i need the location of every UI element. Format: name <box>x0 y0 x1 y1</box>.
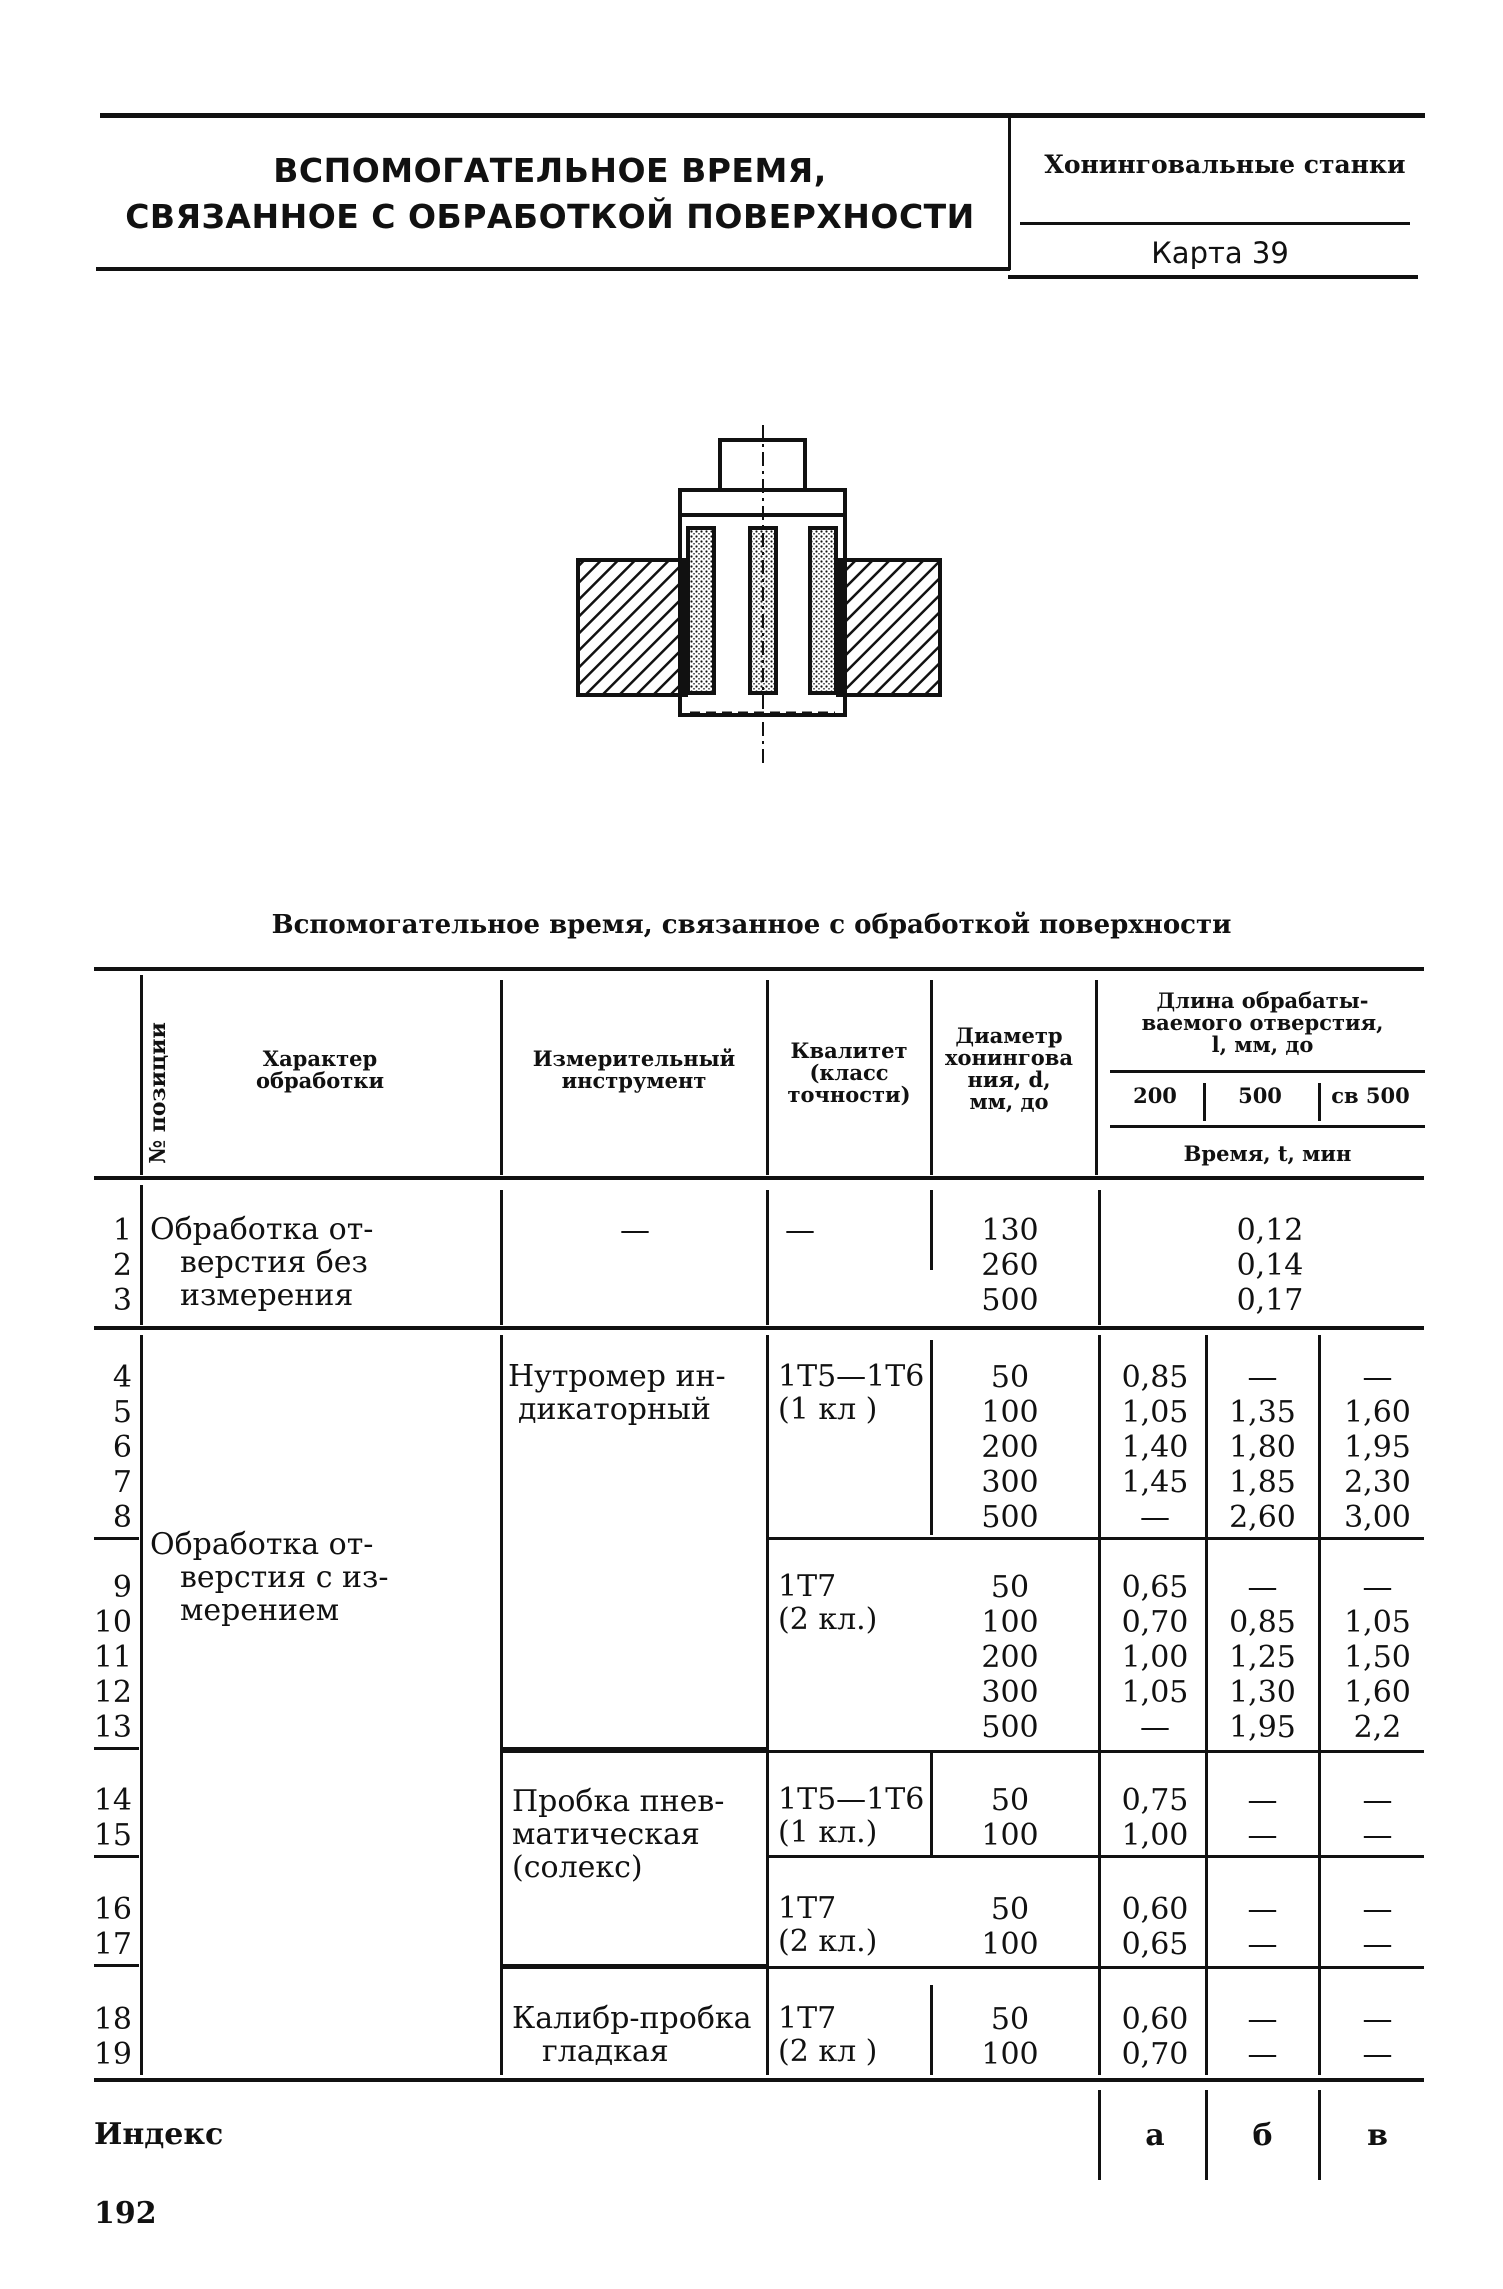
honing-stone-left <box>688 528 714 693</box>
time-a: 1,05 <box>1121 1395 1189 1430</box>
quality-it5-it6-pneumatic: 1Т5—1Т6 (1 кл.) <box>778 1782 925 1850</box>
diam-260: 260 <box>981 1248 1039 1283</box>
time-c: — <box>1362 1360 1393 1395</box>
col-position-header: № позиции <box>145 1022 171 1164</box>
time-c: — <box>1362 1892 1393 1927</box>
pos-2: 2 <box>112 1248 132 1283</box>
pos-18: 18 <box>93 2002 132 2037</box>
time-a: 1,45 <box>1121 1465 1189 1500</box>
pos-5: 5 <box>112 1395 132 1430</box>
col-length-over-500: св 500 <box>1331 1083 1410 1108</box>
diameter-value: 100 <box>981 1927 1039 1962</box>
quality-it7-pneumatic: 1Т7 (2 кл.) <box>778 1891 878 1959</box>
header-divider <box>1008 118 1011 270</box>
col-length-200: 200 <box>1133 1083 1177 1108</box>
time-b: — <box>1247 1783 1278 1818</box>
time-a: 0,75 <box>1121 1783 1189 1818</box>
time-b: — <box>1247 2002 1278 2037</box>
index-c: в <box>1367 2118 1388 2153</box>
diameter-value: 50 <box>990 1892 1030 1927</box>
time-a: 1,00 <box>1121 1818 1189 1853</box>
time-a: — <box>1140 1500 1170 1535</box>
time-b: — <box>1247 1927 1278 1962</box>
diameter-value: 200 <box>981 1640 1039 1675</box>
quality-none: — <box>785 1213 815 1248</box>
diameter-value: 50 <box>990 1783 1030 1818</box>
diameter-value: 50 <box>990 2002 1030 2037</box>
time-c: 2,2 <box>1353 1710 1402 1745</box>
time-a: 1,40 <box>1121 1430 1189 1465</box>
pos-14: 14 <box>93 1783 132 1818</box>
col-length-500: 500 <box>1238 1083 1282 1108</box>
character-with-measure: Обработка от- верстия с из- мерением <box>150 1527 389 1628</box>
quality-it7-plug: 1Т7 (2 кл ) <box>778 2001 878 2069</box>
time-b: — <box>1247 1360 1278 1395</box>
pos-6: 6 <box>112 1430 132 1465</box>
time-a: 0,85 <box>1121 1360 1189 1395</box>
honing-stone-right <box>810 528 836 693</box>
pos-8: 8 <box>112 1500 132 1535</box>
page-number: 192 <box>94 2196 157 2231</box>
time-g1-0: 0,12 <box>1236 1213 1304 1248</box>
time-a: — <box>1140 1710 1170 1745</box>
col-character-header: Характер обработки <box>255 1046 385 1093</box>
time-a: 1,00 <box>1121 1640 1189 1675</box>
pos-17: 17 <box>93 1927 132 1962</box>
pos-12: 12 <box>93 1675 132 1710</box>
diameter-value: 50 <box>990 1570 1030 1605</box>
time-b: 1,30 <box>1229 1675 1296 1710</box>
time-b: 2,60 <box>1229 1500 1296 1535</box>
time-a: 0,70 <box>1121 2037 1189 2072</box>
time-c: — <box>1362 2037 1393 2072</box>
diameter-value: 100 <box>981 1605 1039 1640</box>
instrument-indicator-gauge: Нутромер ин- дикаторный <box>508 1359 726 1427</box>
time-b: — <box>1247 1570 1278 1605</box>
time-b: 1,85 <box>1229 1465 1296 1500</box>
diameter-value: 100 <box>981 2037 1039 2072</box>
diameter-value: 500 <box>981 1500 1039 1535</box>
time-g1-1: 0,14 <box>1236 1248 1304 1283</box>
card-number: Карта 39 <box>1151 236 1289 270</box>
diam-130: 130 <box>981 1213 1039 1248</box>
pos-9: 9 <box>112 1570 132 1605</box>
diameter-value: 500 <box>981 1710 1039 1745</box>
header-bottom-rule-right <box>1008 275 1418 279</box>
pos-1: 1 <box>112 1213 132 1248</box>
pos-4: 4 <box>112 1360 132 1395</box>
time-c: — <box>1362 1927 1393 1962</box>
pos-10: 10 <box>93 1605 132 1640</box>
time-c: 1,50 <box>1344 1640 1411 1675</box>
diameter-value: 200 <box>981 1430 1039 1465</box>
time-b: 0,85 <box>1229 1605 1296 1640</box>
time-a: 0,70 <box>1121 1605 1189 1640</box>
pos-16: 16 <box>93 1892 132 1927</box>
col-length-header: Длина обрабаты- ваемого отверстия, l, мм, до <box>1141 988 1384 1057</box>
time-a: 1,05 <box>1121 1675 1189 1710</box>
diameter-value: 100 <box>981 1818 1039 1853</box>
workpiece-left <box>578 560 686 695</box>
pos-19: 19 <box>93 2037 132 2072</box>
time-b: — <box>1247 2037 1278 2072</box>
time-b: 1,25 <box>1229 1640 1296 1675</box>
col-instrument-header: Измерительный инструмент <box>532 1046 736 1093</box>
header-section-rule <box>1020 222 1410 225</box>
table-bottom-rule <box>94 2078 1424 2082</box>
character-no-measure: Обработка от- верстия без измерения <box>150 1212 374 1313</box>
time-a: 0,65 <box>1121 1570 1189 1605</box>
time-b: — <box>1247 1818 1278 1853</box>
diameter-value: 300 <box>981 1465 1039 1500</box>
instrument-none: — <box>620 1213 650 1248</box>
index-a: а <box>1145 2118 1165 2153</box>
time-g1-2: 0,17 <box>1236 1283 1304 1318</box>
time-c: 1,05 <box>1344 1605 1411 1640</box>
instrument-plug-gauge: Калибр-пробка гладкая <box>512 2001 752 2069</box>
page-title: ВСПОМОГАТЕЛЬНОЕ ВРЕМЯ, СВЯЗАННОЕ С ОБРАБОТКОЙ ПОВЕРХНОСТИ <box>125 151 975 236</box>
index-b: б <box>1252 2118 1273 2153</box>
group1-bottom-rule <box>94 1326 1424 1330</box>
index-label: Индекс <box>94 2117 224 2152</box>
time-a: 0,60 <box>1121 2002 1189 2037</box>
time-c: 1,60 <box>1344 1395 1411 1430</box>
col-time-header: Время, t, мин <box>1183 1141 1352 1166</box>
instrument-pneumatic-plug: Пробка пнев- матическая (солекс) <box>512 1784 725 1885</box>
time-b: 1,80 <box>1229 1430 1296 1465</box>
table-top-rule <box>94 967 1424 971</box>
time-c: 1,60 <box>1344 1675 1411 1710</box>
workpiece-right <box>838 560 940 695</box>
time-c: 3,00 <box>1344 1500 1411 1535</box>
honing-diagram <box>570 420 950 780</box>
table-header-bottom-rule <box>94 1176 1424 1180</box>
pos-15: 15 <box>93 1818 132 1853</box>
time-c: 1,95 <box>1344 1430 1411 1465</box>
pos-11: 11 <box>93 1640 132 1675</box>
header-top-rule <box>100 113 1425 118</box>
time-b: 1,95 <box>1229 1710 1296 1745</box>
diameter-value: 50 <box>990 1360 1030 1395</box>
col-diameter-header: Диаметр хонингова ния, d, мм, до <box>945 1023 1073 1114</box>
diameter-value: 300 <box>981 1675 1039 1710</box>
time-c: 2,30 <box>1344 1465 1411 1500</box>
table-title: Вспомогательное время, связанное с обработкой поверхности <box>271 910 1232 940</box>
time-c: — <box>1362 1570 1393 1605</box>
time-b: 1,35 <box>1229 1395 1296 1430</box>
section-name: Хонинговальные станки <box>1044 150 1406 179</box>
diam-500: 500 <box>981 1283 1039 1318</box>
pos-7: 7 <box>112 1465 132 1500</box>
time-b: — <box>1247 1892 1278 1927</box>
quality-it7: 1Т7 (2 кл.) <box>778 1569 878 1637</box>
pos-13: 13 <box>93 1710 132 1745</box>
diameter-value: 100 <box>981 1395 1039 1430</box>
time-c: — <box>1362 1783 1393 1818</box>
time-c: — <box>1362 1818 1393 1853</box>
header-bottom-rule <box>96 267 1010 271</box>
col-quality-header: Квалитет (класс точности) <box>787 1038 911 1107</box>
time-a: 0,60 <box>1121 1892 1189 1927</box>
pos-3: 3 <box>112 1283 132 1318</box>
time-a: 0,65 <box>1121 1927 1189 1962</box>
quality-it5-it6: 1Т5—1Т6 (1 кл ) <box>778 1359 925 1427</box>
time-c: — <box>1362 2002 1393 2037</box>
